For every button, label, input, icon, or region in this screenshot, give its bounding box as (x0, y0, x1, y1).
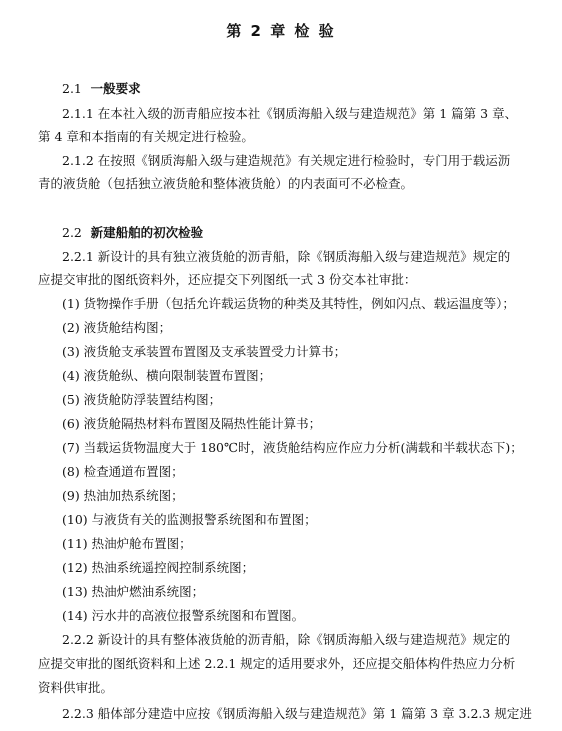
section-2-2-title: 新建船舶的初次检验 (90, 225, 204, 240)
list-item-11: (11) 热油炉舱布置图； (62, 536, 192, 551)
section-2-1-title: 一般要求 (90, 81, 141, 96)
para-2-2-2-line-2: 应提交审批的图纸资料和上述 2.2.1 规定的适用要求外，还应提交船体构件热应力分析 (38, 656, 516, 671)
list-item-8: (8) 检查通道布置图； (62, 464, 184, 479)
list-item-7: (7) 当载运货物温度大于 180℃时，液货舱结构应作应力分析(满载和半载状态下)； (62, 440, 523, 455)
para-2-1-2-line-2: 青的液货舱（包括独立液货舱和整体液货舱）的内表面可不必检查。 (38, 176, 414, 191)
para-2-1-1-line-2: 第 4 章和本指南的有关规定进行检验。 (38, 129, 254, 144)
list-item-1: (1) 货物操作手册（包括允许载运货物的种类及其特性，例如闪点、载运温度等）； (62, 296, 515, 311)
para-2-2-1-line-1: 2.2.1 新设计的具有独立液货舱的沥青船，除《钢质海船入级与建造规范》规定的 (62, 249, 511, 264)
list-item-14: (14) 污水井的高液位报警系统图和布置图。 (62, 608, 305, 623)
list-item-6: (6) 液货舱隔热材料布置图及隔热性能计算书； (62, 416, 322, 431)
para-2-2-2-line-3: 资料供审批。 (38, 680, 114, 695)
list-item-5: (5) 液货舱防浮装置结构图； (62, 392, 222, 407)
para-2-1-1-line-1: 2.1.1 在本社入级的沥青船应按本社《钢质海船入级与建造规范》第 1 篇第 3 章、 (62, 106, 518, 121)
section-2-2-number: 2.2 (62, 225, 82, 240)
list-item-9: (9) 热油加热系统图； (62, 488, 184, 503)
para-2-1-2-line-1: 2.1.2 在按照《钢质海船入级与建造规范》有关规定进行检验时，专门用于载运沥 (62, 153, 511, 168)
list-item-3: (3) 液货舱支承装置布置图及支承装置受力计算书； (62, 344, 347, 359)
list-item-13: (13) 热油炉燃油系统图； (62, 584, 205, 599)
para-2-2-1-line-2: 应提交审批的图纸资料外，还应提交下列图纸一式 3 份交本社审批： (38, 272, 417, 287)
chapter-title: 第 2 章 检 验 (226, 22, 336, 40)
list-item-12: (12) 热油系统遥控阀控制系统图； (62, 560, 255, 575)
para-2-2-3-line-1: 2.2.3 船体部分建造中应按《钢质海船入级与建造规范》第 1 篇第 3 章 3.2.3 规定进 (62, 706, 532, 721)
list-item-2: (2) 液货舱结构图； (62, 320, 172, 335)
list-item-4: (4) 液货舱纵、横向限制装置布置图； (62, 368, 272, 383)
list-item-10: (10) 与液货有关的监测报警系统图和布置图； (62, 512, 317, 527)
section-2-2-heading (62, 225, 203, 241)
para-2-2-2-line-1: 2.2.2 新设计的具有整体液货舱的沥青船，除《钢质海船入级与建造规范》规定的 (62, 632, 511, 647)
section-2-1-heading (62, 81, 141, 97)
section-2-1-number: 2.1 (62, 81, 82, 96)
